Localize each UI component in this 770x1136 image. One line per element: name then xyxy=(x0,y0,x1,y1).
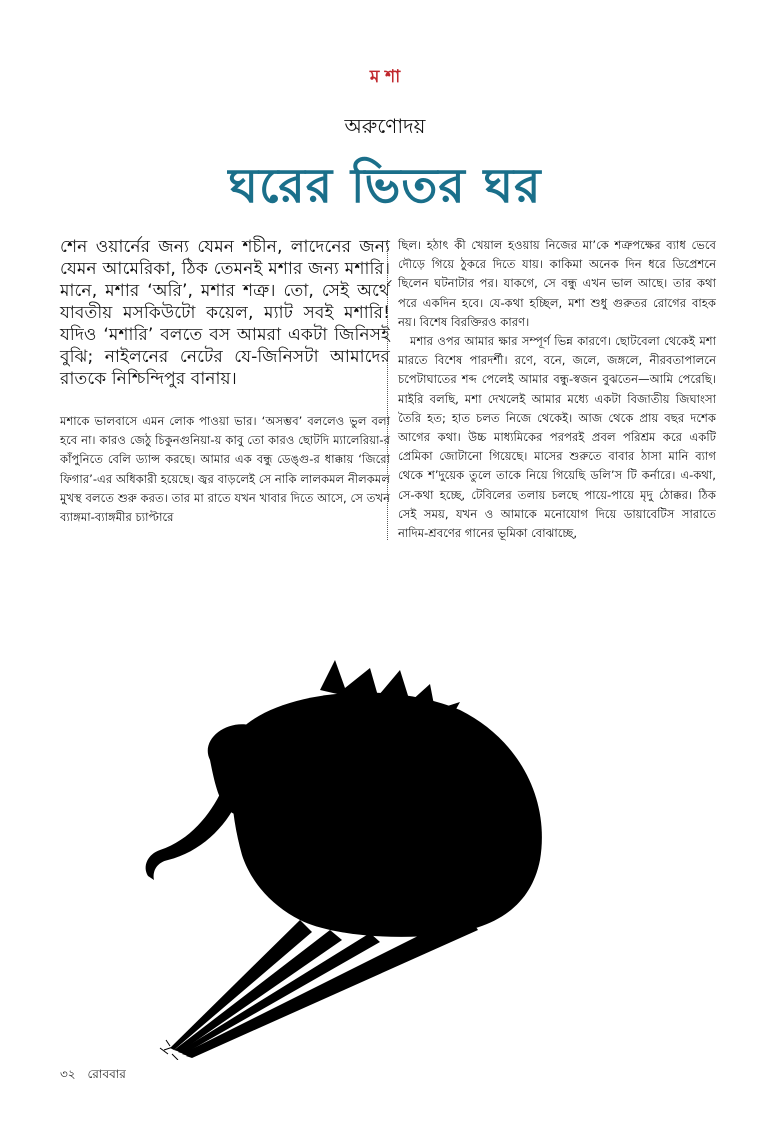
column-divider xyxy=(387,240,388,540)
right-column xyxy=(398,236,716,543)
body-paragraph: ছিল। হঠাৎ কী খেয়াল হওয়ায় নিজের মা’কে শত্রুপক্ষের ব্যাধ ভেবে দৌড়ে গিয়ে ঠুকরে দিতে যায়। কাকিমা অনেক দিন ধরে ডিপ্রেশনে ছিলেন ঘটনাটার পর। যাকগে, সে বন্ধু এখন ভাল আছে। তার কথা পরে একদিন হবে। যে-কথা হচ্ছিল, মশা শুধু গুরুতর রোগের বাহক নয়। বিশেষ বিরক্তিরও কারণ। xyxy=(398,238,716,329)
page-number: ৩২ xyxy=(60,1067,76,1081)
page-footer xyxy=(60,1066,126,1086)
article-title: ঘরের ভিতর ঘর xyxy=(228,158,542,214)
section-label: ম শা xyxy=(369,67,401,87)
author-byline: অরুণোদয় xyxy=(344,114,426,138)
lead-paragraph: শেন ওয়ার্নের জন্য যেমন শচীন, লাদেনের জন্য যেমন আমেরিকা, ঠিক তেমনই মশার জন্য মশারি। মানে, মশার ‘অরি’, মশার শত্রু। তো, সেই অর্থে যাবতীয় মসকিউটো কয়েল, ম্যাট সবই মশারি! যদিও ‘মশারি’ বলতে বস আমরা একটা জিনিসই বুঝি; নাইলনের নেটের যে-জিনিসটা আমাদের রাতকে নিশ্চিন্দিপুর বানায়। xyxy=(60,237,390,389)
body-paragraph: মশাকে ভালবাসে এমন লোক পাওয়া ভার। ‘অসম্ভব’ বললেও ভুল বলা হবে না। কারও জেঠু চিকুনগুনিয়া-য় কাবু তো কারও ছোটদি ম্যালেরিয়া-র কাঁপুনিতে বেলি ড্যান্স করছে। আমার এক বন্ধু ডেঙ্গু-র ধাক্কায় ‘জিরো ফিগার’-এর অধিকারী হয়েছে। জ্বর বাড়লেই সে নাকি লালকমল নীলকমল মুখস্থ বলতে শুরু করত। তার মা রাতে যখন খাবার দিতে আসে, সে তখন ব্যাঙ্গমা-ব্যাঙ্গমীর চ্যাপ্টারে xyxy=(60,414,390,525)
body-paragraph: মশার ওপর আমার ক্ষার সম্পূর্ণ ভিন্ন কারণে। ছোটবেলা থেকেই মশা মারতে বিশেষ পারদর্শী। রণে, বনে, জলে, জঙ্গলে, নীরবতাপালনে চপেটাঘাতের শব্দ পেলেই আমার বন্ধু-স্বজন বুঝতেন—আমি পেরেছি। মাইরি বলছি, মশা দেখলেই আমার মধ্যে একটা বিজাতীয় জিঘাংসা তৈরি হত; হাত চলত নিজে থেকেই। আজ থেকে প্রায় বছর দশেক আগের কথা। উচ্চ মাধ্যমিকের পরপরই প্রবল পরিশ্রম করে একটি প্রেমিকা জোটানো গিয়েছে। মাসের শুরুতে বাবার ঠাসা মানি ব্যাগ থেকে শ’দুয়েক তুলে তাকে নিয়ে গিয়েছি ডলি’স টি কর্নারে। এ-কথা, সে-কথা হচ্ছে, টেবিলের তলায় চলছে পায়ে-পায়ে মৃদু ঠোক্কর। ঠিক সেই সময়, যখন ও আমাকে মনোযোগ দিয়ে ডায়াবেটিস সারাতে নাদিম-শ্রবণের গানের ভূমিকা বোঝাচ্ছে, xyxy=(398,334,716,541)
mosquito-silhouette-icon xyxy=(130,650,610,1060)
publication-name: রোববার xyxy=(87,1067,126,1081)
left-column xyxy=(60,236,390,527)
